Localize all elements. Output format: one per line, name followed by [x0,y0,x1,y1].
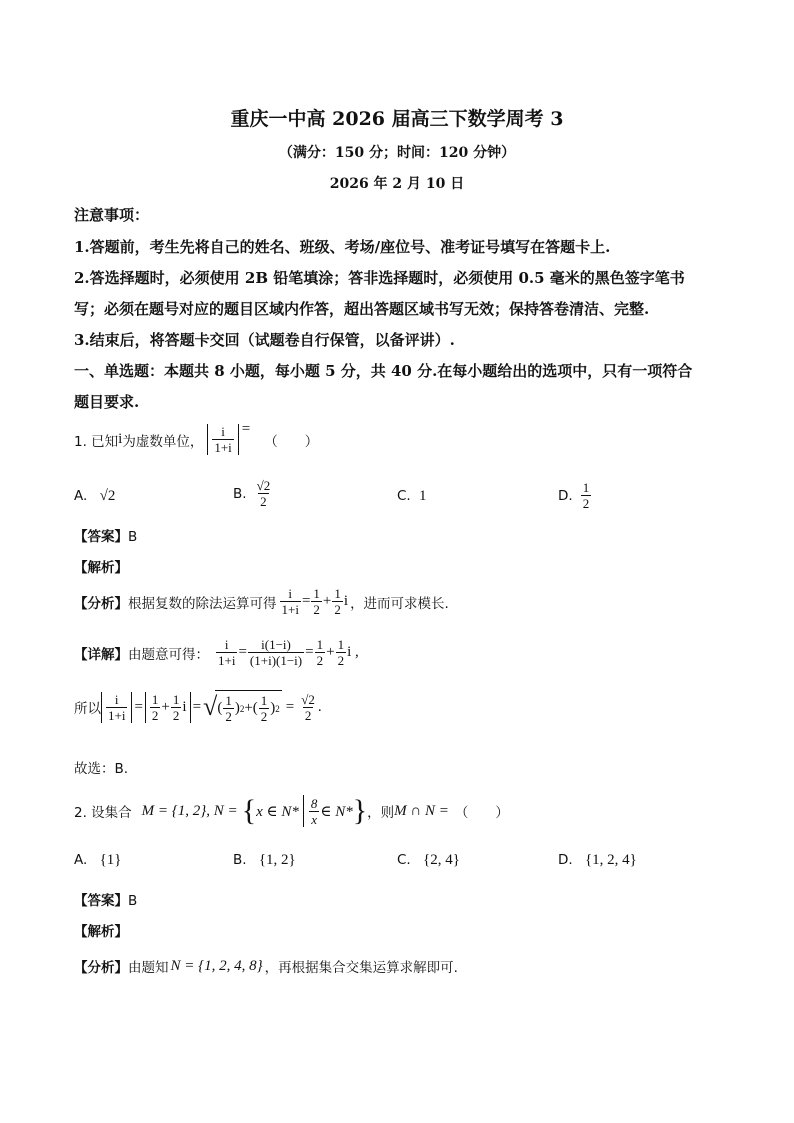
q1-stem-i: i [118,431,123,447]
q1-option-d-den: 2 [582,496,590,511]
q2-cond-num: 8 [310,795,318,811]
q2-option-c-label: C. [397,852,411,868]
q1-fenxi [74,586,449,617]
q1-fenxi-tag: 【分析】 [74,595,128,612]
q1-paren: （ ） [264,433,319,450]
q1-fenxi-formula: $\frac{i}{1+i}$ = $\frac{1}{2}$ + $\frac{1}{2}$ i [281,586,349,617]
q2-analysis [74,920,128,940]
q2-answer-tag: 【答案】 [74,893,128,909]
q1-option-b [233,478,273,509]
q2-paren: （ ） [454,805,509,821]
q1-suoyi-text: 所以 [74,701,101,717]
notice-item-3: 3.结束后，将答题卡交回（试题卷自行保管，以备评讲）. [74,331,455,349]
q2-set-n-body: { x ∈ N* $\frac{8}{x}$ ∈ N* } [241,794,368,827]
exam-title: 重庆一中高 2026 届高三下数学周考 3 [230,108,564,130]
q1-xiangjie-formula: $\frac{i}{1+i}$ = $\frac{i(1-i)}{(1+i)(1-i)}$ = $\frac{1}{2}$ + $\frac{1}{2}$ i , [218,637,359,668]
q2-option-b [233,852,296,869]
q2-set-n-lhs: , N = [206,802,238,819]
q1-xiangjie [74,637,359,668]
q1-stem [74,421,319,455]
q2-option-d-value: {1, 2, 4} [584,852,637,868]
q1-option-d-label: D. [558,487,573,504]
q1-analysis-tag: 【解析】 [74,560,128,576]
q1-stem-prefix: 1. 已知 [74,433,119,450]
q1-option-a [74,488,115,505]
q2-option-c-value: {2, 4} [423,852,460,868]
q1-option-a-label: A. [74,488,88,504]
q2-answer [74,889,137,909]
notice-item-2b: 写；必须在题号对应的题目区域内作答，超出答题区域书写无效；保持答卷清洁、完整. [74,300,650,318]
q1-answer-value: B [128,529,138,545]
q2-option-a [74,852,122,869]
q2-fenxi [74,956,458,976]
q2-stem-tail: ，则 [367,805,395,821]
q2-option-a-label: A. [74,852,88,868]
exam-date: 2026 年 2 月 10 日 [329,176,465,192]
q2-fenxi-tag: 【分析】 [74,960,128,976]
q1-equals: = [241,421,251,437]
q1-option-b-label: B. [233,485,247,502]
q1-fenxi-text1: 根据复数的除法运算可得 [128,595,277,612]
notice-item-1: 1.答题前，考生先将自己的姓名、班级、考场/座位号、准考证号填写在答题卡上. [74,238,611,256]
q2-cond-tail: ∈ N* [320,803,353,820]
q1-option-b-den: 2 [260,494,267,509]
q1-suoyi [74,690,322,724]
q2-stem-mn: M ∩ N = [394,802,449,819]
q2-option-d [558,852,637,869]
q1-option-c [397,488,427,505]
section-heading-line1: 一、单选题：本题共 8 小题，每小题 5 分，共 40 分.在每小题给出的选项中，只有一项符合 [74,362,693,380]
q2-fenxi-text2: ，再根据集合交集运算求解即可. [264,960,458,976]
q2-stem [74,795,509,827]
q2-answer-value: B [128,893,138,909]
q1-answer [74,525,137,545]
q2-option-b-value: {1, 2} [258,852,296,868]
q1-fenxi-text2: ，进而可求模长. [350,595,449,612]
q1-suoyi-formula: $\frac{i}{1+i}$ = $\frac{1}{2}$ + $\frac{1}{2}$ i = √ ( $\frac{1}{2}$ ) 2 +( $\frac{1}{2}$ ) 2 = $\frac{√2}{2}$ . [101,690,322,724]
q2-analysis-tag: 【解析】 [74,924,128,940]
notice-item-2a: 2.答选择题时，必须使用 2B 铅笔填涂；答非选择题时，必须使用 0.5 毫米的黑色签字笔书 [74,269,685,287]
q1-xiangjie-text: 由题意可得： [128,646,209,663]
q2-stem-prefix: 2. 设集合 [74,805,132,821]
q1-option-c-value: 1 [419,488,427,504]
q1-abs-expr [207,424,238,455]
q1-option-b-num: √2 [256,478,271,493]
q1-option-d-num: 1 [582,480,590,495]
q1-option-a-value: √2 [99,488,116,504]
q1-option-c-label: C. [397,488,411,504]
q1-xiangjie-tag: 【详解】 [74,646,128,663]
q1-option-d [558,480,592,511]
q2-fenxi-text1: 由题知 [128,960,169,976]
exam-score-time: （满分：150 分；时间：120 分钟） [278,145,516,161]
q2-option-d-label: D. [558,852,573,868]
q2-cond-den: x [311,811,318,827]
q2-option-a-value: {1} [99,852,122,868]
q2-option-b-label: B. [233,852,247,868]
q2-fenxi-set: N = {1, 2, 4, 8} [170,957,263,974]
q1-guxuan: 故选：B. [74,761,129,777]
q1-answer-tag: 【答案】 [74,529,128,545]
q1-analysis [74,556,128,576]
notice-heading: 注意事项： [74,206,150,224]
q1-frac-den: 1+i [214,440,232,455]
q2-option-c [397,852,460,869]
section-heading-line2: 题目要求. [74,393,140,411]
q1-frac-num: i [221,424,225,439]
q2-set-m: M = {1, 2} [141,802,207,819]
q1-stem-mid: 为虚数单位， [122,433,204,450]
q2-set-n-elem: x ∈ N* [256,803,299,820]
